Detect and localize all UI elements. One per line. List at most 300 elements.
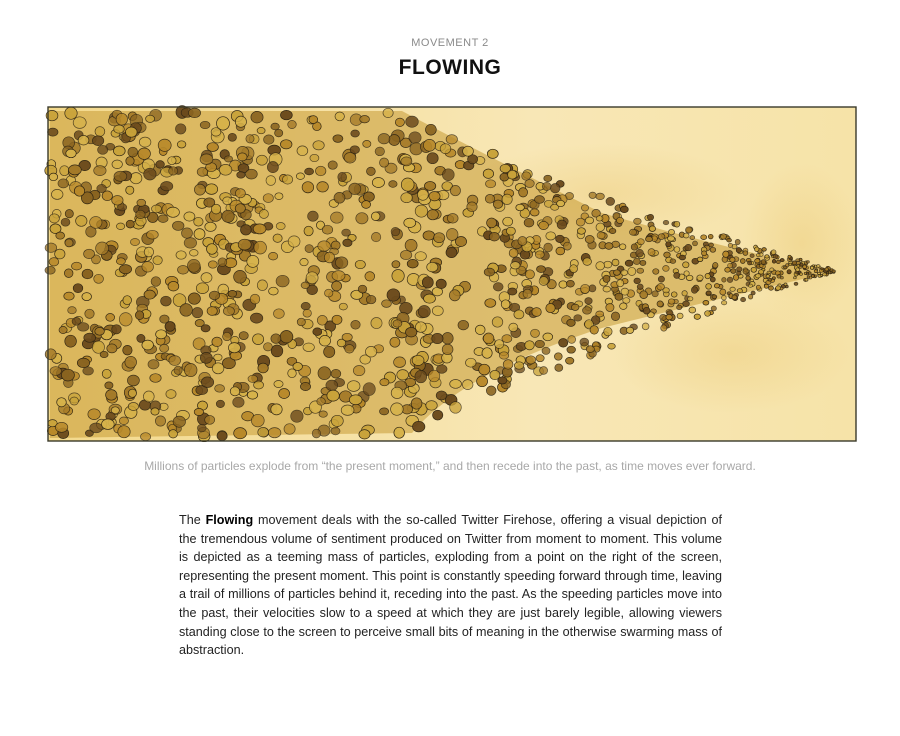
particle [436,391,447,400]
page-title: FLOWING [398,56,502,79]
particle [518,237,527,246]
particle [570,265,578,273]
particle [151,408,159,415]
particle [200,154,213,165]
particle [653,269,659,275]
particle [343,239,352,246]
particle [271,404,282,415]
body-paragraph [179,511,722,660]
movement-kicker: MOVEMENT 2 [411,37,489,49]
particle [196,283,208,294]
particle [652,291,658,297]
particle [442,344,453,355]
particle [450,380,462,389]
particle [152,205,162,213]
particle [663,220,669,224]
particle [392,261,400,268]
particle [446,229,458,241]
particle [611,312,619,321]
particle [401,178,414,191]
particle [703,301,709,306]
particle [342,333,352,341]
particle [714,284,719,288]
particle [544,243,553,252]
particle [85,309,94,318]
particle [94,166,106,176]
particle [773,254,778,258]
particle [458,320,469,330]
particle [327,390,339,401]
particle [212,337,222,347]
particle [72,262,82,270]
particle [674,221,680,227]
flowing-watercolor-illustration [42,103,860,448]
particle [126,127,138,137]
particle [66,149,76,158]
particle [487,218,497,228]
particle [207,244,218,255]
particle [74,186,84,196]
particle [251,414,264,427]
particle [506,227,515,235]
particle [51,189,63,199]
particle [155,416,165,426]
particle [297,318,305,326]
particle [235,204,245,213]
particle [224,156,232,162]
particle [363,383,375,396]
particle [499,352,508,359]
particle [821,268,823,270]
particle [208,261,217,268]
particle [604,261,612,268]
particle [623,298,630,304]
particle [263,194,273,203]
particle [401,157,412,166]
particle [826,272,828,274]
particle [69,165,82,175]
particle [557,200,565,206]
particle [333,135,343,143]
particle [177,141,186,148]
particle [119,417,128,425]
particle [807,276,810,278]
particle [306,272,318,284]
particle [201,325,210,332]
particle [317,182,329,192]
particle [776,260,780,264]
particle [748,284,752,287]
particle [212,363,224,374]
particle [540,367,548,375]
particle [100,351,108,357]
movement-name: Flowing [205,513,254,527]
particle [556,235,565,242]
particle [64,269,73,278]
particle [223,307,234,316]
particle [276,223,285,230]
particle [649,226,655,232]
particle [705,311,711,317]
particle [161,182,173,191]
particle [596,311,604,317]
particle [483,333,494,344]
particle [173,416,185,427]
particle [197,424,206,432]
particle [596,223,605,231]
particle [554,353,562,360]
particle [620,244,626,250]
particle [161,296,172,306]
particle [246,135,254,143]
particle [112,160,122,169]
particle [296,173,304,180]
particle [820,274,823,276]
particle [697,257,703,262]
particle [677,313,683,319]
particle [670,259,676,264]
particle [559,339,568,348]
particle [535,196,545,204]
particle [427,210,438,220]
particle [508,288,517,295]
particle [324,346,335,357]
particle [367,167,376,175]
particle [525,270,534,279]
particle [660,314,667,320]
particle [415,322,426,333]
particle [475,325,485,334]
particle [351,130,360,137]
particle [701,235,707,240]
particle [281,110,293,119]
particle [589,192,596,198]
particle [279,389,290,399]
particle [247,255,259,267]
particle [708,234,713,239]
particle [418,306,430,318]
particle [463,146,474,156]
particle [223,332,232,340]
particle [736,248,741,253]
particle [82,269,93,279]
particle [630,229,637,235]
particle [205,222,216,231]
particle [235,116,246,127]
particle [728,263,733,268]
particle [130,173,142,184]
particle [59,326,67,333]
particle [677,305,682,310]
particle [143,391,154,402]
particle [663,288,670,293]
particle [257,280,267,291]
particle [756,285,760,289]
particle [57,398,67,407]
particle [574,315,582,321]
particle [689,307,696,313]
particle [237,172,245,179]
particle [258,427,269,437]
particle [449,290,460,301]
particle [721,301,726,305]
particle [423,139,435,151]
particle [55,249,65,259]
particle [116,223,124,230]
particle [525,341,535,350]
particle [597,232,605,239]
particle [397,370,409,380]
particle [271,334,281,344]
particle [326,380,338,391]
particle [70,397,79,405]
particle [64,292,74,300]
particle [668,299,675,304]
particle [682,291,687,296]
particle [126,220,134,228]
particle [214,354,222,361]
particle [194,229,205,240]
particle [661,325,667,331]
particle [169,430,178,438]
particle [720,289,726,295]
particle [684,271,689,276]
particle [483,169,493,178]
particle [269,287,279,295]
particle [234,428,247,439]
particle [217,431,227,440]
particle [169,167,178,175]
particle [539,277,548,286]
particle [142,262,154,273]
particle [123,296,132,305]
particle [509,323,518,332]
particle [319,411,327,417]
particle [230,387,240,396]
particle [351,320,360,329]
particle [409,132,421,144]
particle [65,239,73,247]
particle [772,277,775,280]
particle [303,309,311,317]
particle [640,291,648,299]
particle [706,284,712,290]
particle [45,349,56,360]
particle [406,327,417,337]
particle [709,243,714,247]
particle [761,260,766,265]
particle [750,254,754,258]
particle [603,286,611,292]
particle [442,333,453,345]
particle [539,221,549,229]
particle [344,153,356,164]
particle [228,133,236,141]
particle [280,331,293,343]
particle [566,357,574,364]
particle [581,205,588,211]
particle [141,433,151,441]
particle [634,218,642,224]
particle [58,179,69,188]
body-prefix: The [179,513,206,527]
particle [590,326,598,335]
particle [777,274,781,278]
particle [106,314,115,322]
particle [72,318,81,326]
particle [748,261,752,265]
particle [148,360,159,369]
particle [156,330,167,339]
particle [113,146,125,156]
particle [190,250,199,257]
particle [523,289,532,298]
particle [317,398,326,406]
particle [526,356,536,364]
particle [731,269,736,274]
particle [609,228,616,233]
particle [581,284,590,293]
particle [201,377,213,388]
particle [114,125,125,133]
particle [487,149,498,158]
particle [288,120,297,128]
particle [550,184,560,193]
particle [118,426,130,438]
particle [284,424,295,435]
particle [182,228,193,238]
particle [105,382,113,389]
particle [302,182,314,193]
particle [50,367,61,376]
particle [713,263,718,269]
particle [335,257,347,268]
particle [559,281,567,288]
particle [669,229,675,235]
particle [128,147,138,157]
particle [65,210,73,218]
particle [631,244,637,250]
particle [424,294,436,303]
particle [228,290,237,297]
particle [674,272,680,278]
particle [730,287,735,291]
particle [205,416,215,425]
particle [102,419,115,430]
particle [407,259,418,268]
particle [586,346,594,353]
particle [102,369,111,378]
particle [239,332,248,340]
particle [694,314,700,319]
particle [359,430,370,439]
particle [658,234,665,240]
particle [332,315,342,324]
particle [404,218,416,227]
particle [308,211,319,221]
particle [228,343,240,353]
particle [358,285,367,293]
particle [620,206,628,213]
particle [356,213,368,224]
particle [477,376,488,387]
particle [128,389,136,397]
particle [392,270,404,283]
particle [727,238,732,242]
particle [219,164,232,175]
particle [664,252,671,258]
particle [188,293,200,304]
particle [389,135,400,146]
particle [238,239,251,250]
particle [127,375,139,386]
particle [328,161,337,169]
particle [125,356,137,368]
particle [400,250,411,259]
particle [207,143,218,152]
particle [794,277,797,279]
particle [794,282,798,285]
particle [98,145,108,154]
particle [205,184,217,195]
particle [585,298,592,305]
particle [200,121,210,128]
particle [751,291,755,295]
particle [446,247,457,257]
particle [153,256,162,265]
particle [502,194,512,204]
particle [201,273,212,283]
particle [495,340,504,349]
particle [546,304,555,313]
particle [49,173,58,181]
particle [730,257,735,262]
particle [312,429,320,438]
particle [462,380,473,390]
particle [160,344,169,352]
particle [283,175,293,184]
particle [345,345,354,354]
particle [184,238,196,249]
particle [126,186,134,194]
particle [90,423,103,433]
particle [434,233,445,243]
particle [466,358,477,367]
particle [390,337,400,347]
particle [585,236,594,244]
particle [168,157,176,165]
particle [825,268,829,271]
particle [188,108,200,118]
particle [136,210,146,218]
particle [442,169,454,181]
particle [811,275,814,278]
particle [789,263,792,266]
particle [712,295,717,299]
particle [192,308,203,318]
particle [751,267,757,272]
particle [293,363,303,371]
particle [197,168,207,177]
particle [288,236,300,247]
particle [318,367,331,380]
body-text: movement deals with the so-called Twitter Firehose, offering a visual depiction of the tremendous volume of sentiment produced on Twitter from moment to moment. This volume is depicted as a teeming mass of particles, exploding from a point on the right of the screen, representing the present moment. This point is constantly speeding forward through time, leaving a trail of millions of particles behind it, receding into the past. As the speeding particles move into the past, their velocities slow to a speed at which they are just barely legible, allowing viewers standing close to the screen to perceive small bits of meaning in the otherwise swarming mass of abstraction. [179,513,722,658]
particle [305,168,314,175]
particle [380,379,389,386]
particle [116,258,125,265]
particle [317,315,327,325]
particle [542,182,551,190]
